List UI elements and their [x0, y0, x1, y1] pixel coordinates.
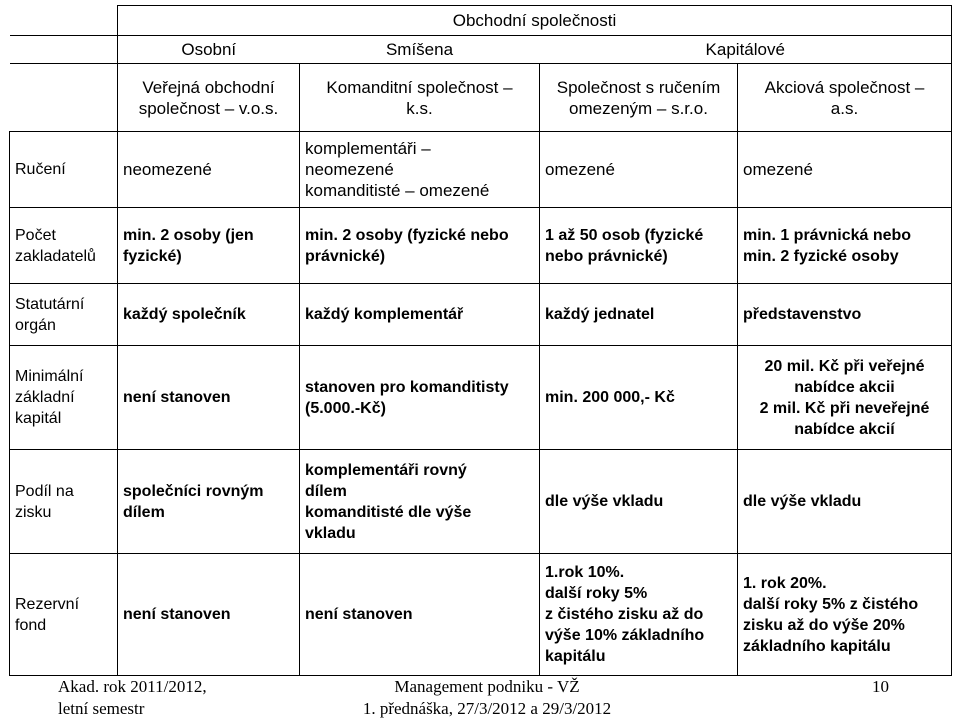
podil-as: dle výše vkladu	[738, 450, 952, 554]
ruceni-vos: neomezené	[118, 132, 300, 208]
footer-academic-year: Akad. rok 2011/2012, letní semestr	[58, 677, 207, 718]
company-sro: Společnost s ručením omezeným – s.r.o.	[540, 64, 738, 132]
statutarni-ks: každý komplementář	[300, 284, 540, 346]
pocet-as: min. 1 právnická nebo min. 2 fyzické osoby	[738, 208, 952, 284]
podil-ks: komplementáři rovný dílem komanditisté dle výše vkladu	[300, 450, 540, 554]
company-vos: Veřejná obchodní společnost – v.o.s.	[118, 64, 300, 132]
title-row	[10, 6, 952, 36]
row-pocet	[10, 208, 952, 284]
label-podil: Podíl na zisku	[10, 450, 118, 554]
podil-vos: společníci rovným dílem	[118, 450, 300, 554]
row-statutarni	[10, 284, 952, 346]
pocet-ks: min. 2 osoby (fyzické nebo právnické)	[300, 208, 540, 284]
row-podil	[10, 450, 952, 554]
kapital-vos: není stanoven	[118, 346, 300, 450]
row-kapital	[10, 346, 952, 450]
fond-sro: 1.rok 10%. další roky 5% z čistého zisku až do výše 10% základního kapitálu	[540, 554, 738, 676]
group-osobni: Osobní	[118, 36, 300, 64]
ruceni-ks: komplementáři – neomezené komanditisté – omezené	[300, 132, 540, 208]
label-ruceni: Ručení	[10, 132, 118, 208]
pocet-vos: min. 2 osoby (jen fyzické)	[118, 208, 300, 284]
label-statutarni: Statutární orgán	[10, 284, 118, 346]
fond-vos: není stanoven	[118, 554, 300, 676]
row-ruceni	[10, 132, 952, 208]
statutarni-as: představenstvo	[738, 284, 952, 346]
ruceni-as: omezené	[738, 132, 952, 208]
label-kapital: Minimální základní kapitál	[10, 346, 118, 450]
footer-course-info: Management podniku - VŽ 1. přednáška, 27/3/2012 a 29/3/2012	[362, 677, 612, 718]
row-fond	[10, 554, 952, 676]
companies-comparison-table	[9, 5, 952, 676]
company-row	[10, 64, 952, 132]
fond-ks: není stanoven	[300, 554, 540, 676]
company-as: Akciová společnost – a.s.	[738, 64, 952, 132]
kapital-ks: stanoven pro komanditisty (5.000.-Kč)	[300, 346, 540, 450]
kapital-as: 20 mil. Kč při veřejné nabídce akcii 2 mil. Kč při neveřejné nabídce akcií	[738, 346, 952, 450]
pocet-sro: 1 až 50 osob (fyzické nebo právnické)	[540, 208, 738, 284]
fond-as: 1. rok 20%. další roky 5% z čistého zisku až do výše 20% základního kapitálu	[738, 554, 952, 676]
company-ks: Komanditní společnost – k.s.	[300, 64, 540, 132]
kapital-sro: min. 200 000,- Kč	[540, 346, 738, 450]
label-pocet: Počet zakladatelů	[10, 208, 118, 284]
group-smisena: Smíšena	[300, 36, 540, 64]
statutarni-sro: každý jednatel	[540, 284, 738, 346]
ruceni-sro: omezené	[540, 132, 738, 208]
label-fond: Rezervní fond	[10, 554, 118, 676]
page-number: 10	[872, 677, 889, 696]
statutarni-vos: každý společník	[118, 284, 300, 346]
group-row	[10, 36, 952, 64]
group-kapitalove: Kapitálové	[540, 36, 952, 64]
table-title: Obchodní společnosti	[118, 6, 952, 36]
podil-sro: dle výše vkladu	[540, 450, 738, 554]
